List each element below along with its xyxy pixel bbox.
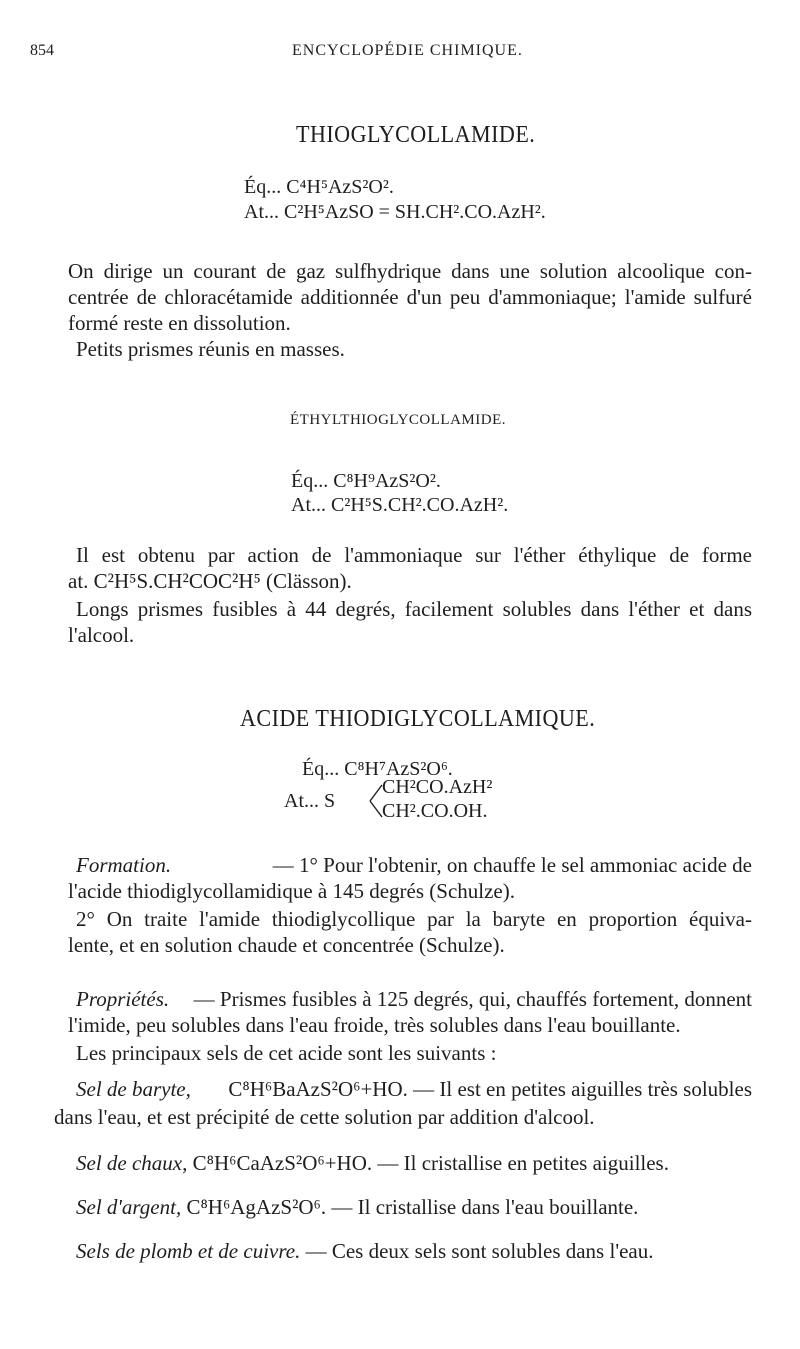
paragraph-line: — Ces deux sels sont solubles dans l'eau. bbox=[305, 1239, 654, 1263]
paragraph-line: — Prismes fusibles à 125 degrés, qui, chauffés fortement, donnent bbox=[193, 987, 752, 1011]
section-title-ethylthioglycollamide: ÉTHYLTHIOGLYCOLLAMIDE. bbox=[290, 412, 506, 428]
formula-eq-1: Éq... C⁴H⁵AzS²O². bbox=[244, 176, 394, 198]
paragraph-line: On dirige un courant de gaz sulfhydrique dans une solution alcoolique con- bbox=[68, 259, 752, 283]
formula-eq-3: Éq... C⁸H⁷AzS²O⁶. bbox=[302, 758, 453, 780]
plomb-line bbox=[76, 1238, 654, 1264]
paragraph-line: — 1° Pour l'obtenir, on chauffe le sel ammoniac acide de bbox=[272, 853, 752, 877]
formation-line-1 bbox=[76, 852, 752, 878]
properties-label: Propriétés. bbox=[76, 987, 170, 1011]
formula-at-3-bottom: CH².CO.OH. bbox=[382, 800, 488, 822]
argent-line bbox=[76, 1194, 638, 1220]
section-title-acide-thiodiglycollamique: ACIDE THIODIGLYCOLLAMIQUE. bbox=[240, 706, 596, 732]
properties-line-1 bbox=[76, 986, 752, 1012]
running-title: ENCYCLOPÉDIE CHIMIQUE. bbox=[292, 42, 523, 59]
paragraph-line: lente, et en solution chaude et concentrée (Schulze). bbox=[68, 933, 505, 957]
paragraph-line: C⁸H⁶CaAzS²O⁶+HO. — Il cristallise en petites aiguilles. bbox=[192, 1151, 669, 1175]
formula-eq-2: Éq... C⁸H⁹AzS²O². bbox=[291, 470, 441, 492]
formation-label: Formation. bbox=[76, 853, 172, 877]
paragraph-line: C⁸H⁶AgAzS²O⁶. — Il cristallise dans l'eau bouillante. bbox=[186, 1195, 639, 1219]
page-number: 854 bbox=[30, 42, 54, 59]
paragraph-line: centrée de chloracétamide additionnée d'un peu d'ammoniaque; l'amide sulfuré bbox=[68, 285, 752, 309]
paragraph-line: Petits prismes réunis en masses. bbox=[76, 337, 345, 361]
baryte-line-1 bbox=[76, 1076, 752, 1102]
paragraph-line: l'acide thiodiglycollamidique à 145 degrés (Schulze). bbox=[68, 879, 515, 903]
paragraph-line: Les principaux sels de cet acide sont les suivants : bbox=[76, 1041, 497, 1065]
paragraph-line: Longs prismes fusibles à 44 degrés, facilement solubles dans l'éther et dans bbox=[76, 597, 752, 621]
paragraph-line: formé reste en dissolution. bbox=[68, 311, 291, 335]
paragraph-line: l'imide, peu solubles dans l'eau froide, très solubles dans l'eau bouillante. bbox=[68, 1013, 681, 1037]
salt-label-baryte: Sel de baryte, bbox=[76, 1077, 191, 1101]
salt-label-plomb-cuivre: Sels de plomb et de cuivre. bbox=[76, 1239, 301, 1263]
paragraph-line: dans l'eau, et est précipité de cette solution par addition d'alcool. bbox=[54, 1105, 595, 1129]
paragraph-line: Il est obtenu par action de l'ammoniaque sur l'éther éthylique de forme bbox=[76, 543, 752, 567]
formula-at-3-top: CH²CO.AzH² bbox=[382, 776, 493, 798]
paragraph-line: 2° On traite l'amide thiodiglycollique par la baryte en proportion équiva- bbox=[76, 907, 752, 931]
salt-label-argent: Sel d'argent, bbox=[76, 1195, 182, 1219]
formula-at-1: At... C²H⁵AzSO = SH.CH².CO.AzH². bbox=[244, 201, 546, 223]
formula-at-3-prefix: At... S bbox=[284, 790, 336, 812]
paragraph-line: at. C²H⁵S.CH²COC²H⁵ (Clässon). bbox=[68, 569, 352, 593]
paragraph-line: l'alcool. bbox=[68, 623, 135, 647]
paragraph-line: C⁸H⁶BaAzS²O⁶+HO. — Il est en petites aiguilles très solubles bbox=[228, 1077, 752, 1101]
chaux-line bbox=[76, 1150, 669, 1176]
formula-at-2: At... C²H⁵S.CH².CO.AzH². bbox=[291, 494, 509, 516]
section-title-thioglycollamide: THIOGLYCOLLAMIDE. bbox=[296, 122, 536, 148]
salt-label-chaux: Sel de chaux, bbox=[76, 1151, 188, 1175]
